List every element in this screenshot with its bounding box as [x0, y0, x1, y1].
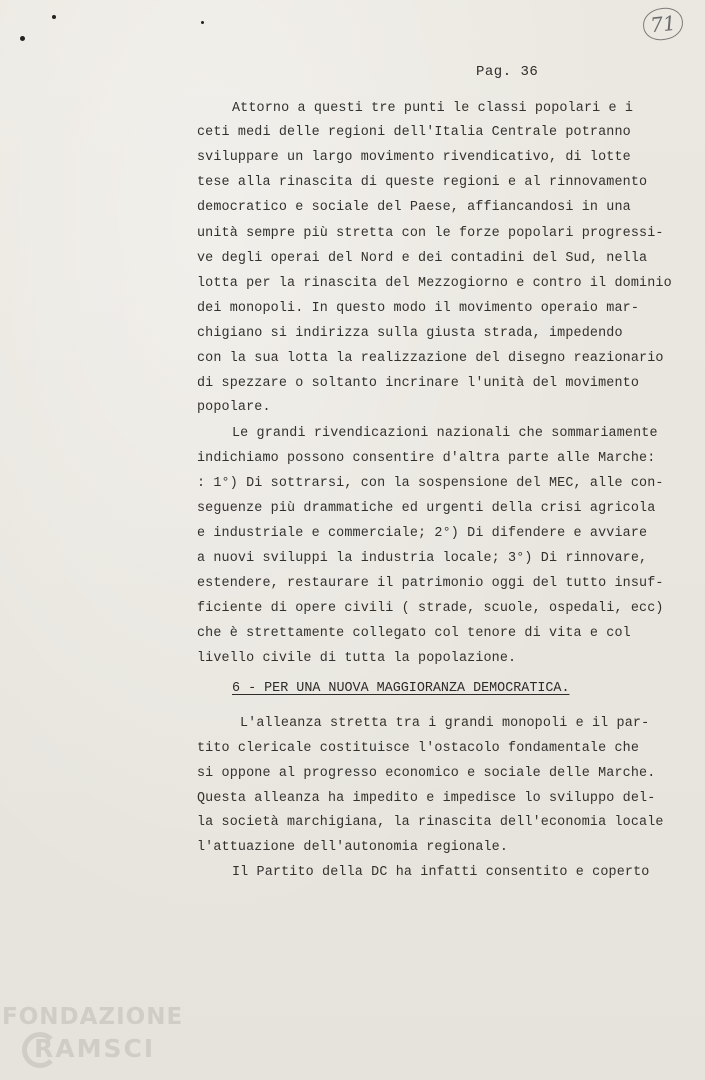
text-line: unità sempre più stretta con le forze popolari progressi- [197, 226, 664, 241]
text-line: seguenze più drammatiche ed urgenti della crisi agricola [197, 501, 656, 516]
text-line: dei monopoli. In questo modo il movimento operaio mar- [197, 301, 640, 316]
text-line: che è strettamente collegato col tenore di vita e col [197, 626, 631, 641]
text-line: indichiamo possono consentire d'altra parte alle Marche: [197, 451, 656, 466]
archive-watermark [2, 1000, 192, 1080]
section-heading: 6 - PER UNA NUOVA MAGGIORANZA DEMOCRATICA. [232, 681, 570, 696]
text-line: a nuovi sviluppi la industria locale; 3°) Di rinnovare, [197, 551, 648, 566]
text-line: tese alla rinascita di queste regioni e al rinnovamento [197, 175, 648, 190]
text-line: lotta per la rinascita del Mezzogiorno e contro il dominio [197, 276, 672, 291]
text-line: l'attuazione dell'autonomia regionale. [197, 840, 509, 855]
text-line: di spezzare o soltanto incrinare l'unità del movimento [197, 376, 640, 391]
page-label: Pag. 36 [476, 64, 539, 80]
text-line: : 1°) Di sottrarsi, con la sospensione del MEC, alle con- [197, 476, 664, 491]
text-line: Le grandi rivendicazioni nazionali che sommariamente [232, 426, 658, 441]
text-line: Questa alleanza ha impedito e impedisce lo sviluppo del- [197, 791, 656, 806]
text-line: tito clericale costituisce l'ostacolo fondamentale che [197, 741, 640, 756]
text-line: chigiano si indirizza sulla giusta strada, impedendo [197, 326, 623, 341]
watermark-line-1: FONDAZIONE [2, 1004, 184, 1030]
text-line: estendere, restaurare il patrimonio oggi del tutto insuf- [197, 576, 664, 591]
handwritten-page-number: 71 [641, 6, 684, 42]
text-line: ve degli operai del Nord e dei contadini del Sud, nella [197, 251, 648, 266]
text-line: ficiente di opere civili ( strade, scuole, ospedali, ecc) [197, 601, 664, 616]
text-line: livello civile di tutta la popolazione. [197, 651, 517, 666]
text-line: democratico e sociale del Paese, affiancandosi in una [197, 200, 631, 215]
text-line: popolare. [197, 400, 271, 415]
text-line: la società marchigiana, la rinascita dell'economia locale [197, 815, 664, 830]
text-line: sviluppare un largo movimento rivendicativo, di lotte [197, 150, 631, 165]
text-line: Il Partito della DC ha infatti consentito e coperto [232, 865, 650, 880]
text-line: L'alleanza stretta tra i grandi monopoli e il par- [240, 716, 650, 731]
text-line: ceti medi delle regioni dell'Italia Centrale potranno [197, 125, 631, 140]
text-line: si oppone al progresso economico e sociale delle Marche. [197, 766, 656, 781]
text-line: Attorno a questi tre punti le classi popolari e i [232, 101, 634, 116]
ink-speck [20, 36, 25, 41]
text-line: con la sua lotta la realizzazione del disegno reazionario [197, 351, 664, 366]
text-line: e industriale e commerciale; 2°) Di difendere e avviare [197, 526, 648, 541]
ink-speck [52, 15, 56, 19]
watermark-line-2: RAMSCI [34, 1034, 156, 1063]
ink-speck [201, 21, 204, 24]
